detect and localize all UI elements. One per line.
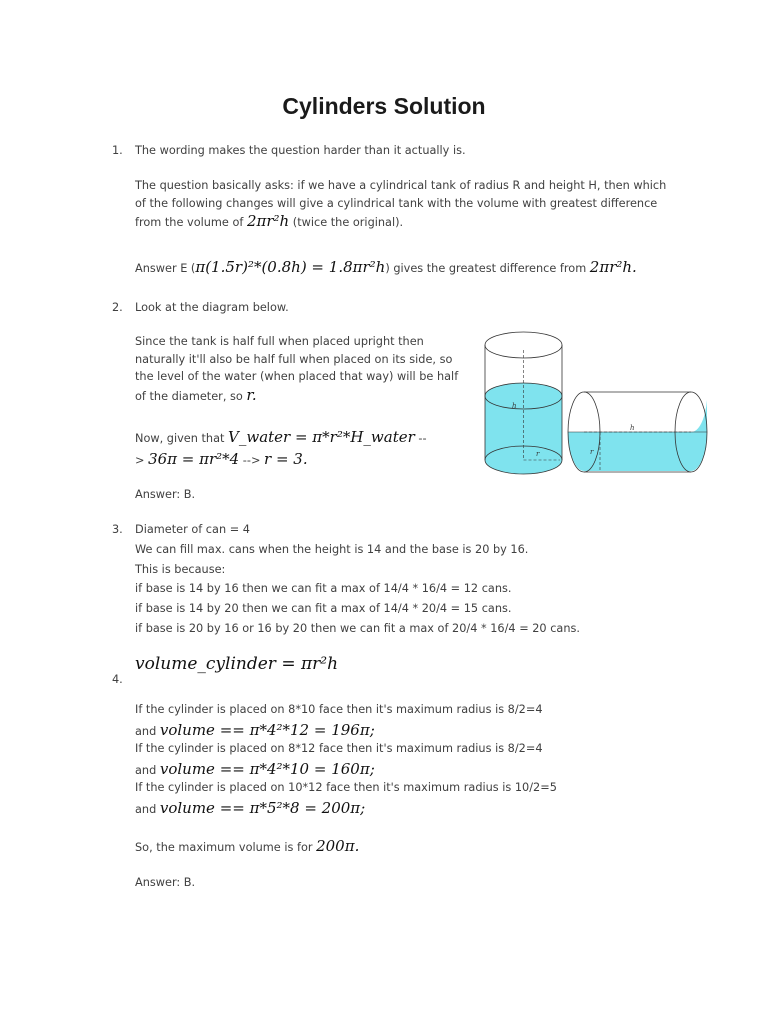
top-rim	[485, 332, 562, 358]
math-expression: volume == π*5²*8 = 200π;	[159, 799, 366, 817]
math-expression: volume == π*4²*10 = 160π;	[159, 760, 375, 778]
q3-line: We can fill max. cans when the height is 14 and the base is 20 by 16.	[135, 543, 529, 556]
q1-line: The wording makes the question harder than it actually is.	[135, 144, 466, 157]
q1-line: The question basically asks: if we have a cylindrical tank of radius R and height H, then which	[135, 179, 667, 192]
q3-line: if base is 14 by 16 then we can fit a max of 14/4 * 16/4 = 12 cans.	[135, 582, 512, 595]
math-expression: 2πr²h	[246, 212, 290, 230]
q2-text: Now, given that	[135, 432, 225, 445]
q4-line	[135, 761, 375, 779]
math-expression: volume_cylinder = πr²h	[135, 654, 339, 674]
q2-line	[135, 429, 427, 447]
q1-line: of the following changes will give a cylindrical tank with the volume with greatest difference	[135, 197, 658, 210]
q2-text: --	[418, 432, 427, 445]
q2-line: Since the tank is half full when placed upright then	[135, 335, 424, 348]
q1-line	[135, 213, 403, 231]
q4-line	[135, 722, 375, 740]
label-h: h	[630, 424, 635, 432]
q1-number: 1.	[112, 144, 123, 157]
math-expression: π(1.5r)²*(0.8h) = 1.8πr²h	[195, 258, 386, 276]
math-expression: 2πr²h.	[589, 258, 637, 276]
q2-answer: Answer: B.	[135, 488, 196, 501]
water-fill	[568, 432, 584, 471]
q4-line: If the cylinder is placed on 8*10 face then it's maximum radius is 8/2=4	[135, 703, 543, 716]
q4-text: and	[135, 764, 157, 777]
upright-cylinder	[485, 332, 562, 474]
q1-answer-text: ) gives the greatest difference from	[385, 262, 587, 275]
water-fill	[584, 400, 707, 432]
q3-line: This is because:	[135, 563, 226, 576]
q4-text: and	[135, 725, 157, 738]
q4-line	[135, 800, 365, 818]
label-r: r	[536, 450, 540, 458]
q3-line: Diameter of can = 4	[135, 523, 250, 536]
q3-number: 3.	[112, 523, 123, 536]
q4-line	[135, 838, 359, 856]
q1-text: from the volume of	[135, 216, 244, 229]
q4-answer: Answer: B.	[135, 876, 196, 889]
math-expression: V_water = π*r²*H_water	[228, 428, 415, 446]
cylinder-diagram	[482, 330, 712, 480]
q2-number: 2.	[112, 301, 123, 314]
q2-line	[135, 451, 308, 469]
label-h: h	[512, 402, 517, 410]
q4-text: So, the maximum volume is for	[135, 841, 313, 854]
page-title: Cylinders Solution	[282, 93, 486, 119]
math-expression: r.	[246, 386, 257, 404]
q2-line: Look at the diagram below.	[135, 301, 289, 314]
q4-number: 4.	[112, 673, 123, 686]
math-expression: volume == π*4²*12 = 196π;	[159, 721, 375, 739]
q3-line: if base is 14 by 20 then we can fit a max of 14/4 * 20/4 = 15 cans.	[135, 602, 512, 615]
q2-line: the level of the water (when placed that way) will be half	[135, 370, 459, 383]
q2-text: of the diameter, so	[135, 390, 243, 403]
q4-line: If the cylinder is placed on 10*12 face then it's maximum radius is 10/2=5	[135, 781, 557, 794]
q2-line	[135, 387, 257, 405]
sideways-cylinder	[568, 392, 707, 472]
math-expression: 36π = πr²*4	[148, 450, 240, 468]
q1-text: (twice the original).	[292, 216, 404, 229]
q2-text: -->	[242, 454, 261, 467]
q2-line: naturally it'll also be half full when placed on its side, so	[135, 353, 453, 366]
water-fill	[691, 432, 707, 471]
math-expression: 200π.	[316, 837, 360, 855]
q1-answer	[135, 259, 637, 277]
q2-text: >	[135, 454, 145, 467]
q1-answer-text: Answer E (	[135, 262, 196, 275]
q4-text: and	[135, 803, 157, 816]
label-r: r	[590, 448, 594, 456]
q3-line: if base is 20 by 16 or 16 by 20 then we can fit a max of 20/4 * 16/4 = 20 cans.	[135, 622, 580, 635]
q4-formula	[135, 656, 338, 674]
math-expression: r = 3.	[264, 450, 308, 468]
q4-line: If the cylinder is placed on 8*12 face then it's maximum radius is 8/2=4	[135, 742, 543, 755]
